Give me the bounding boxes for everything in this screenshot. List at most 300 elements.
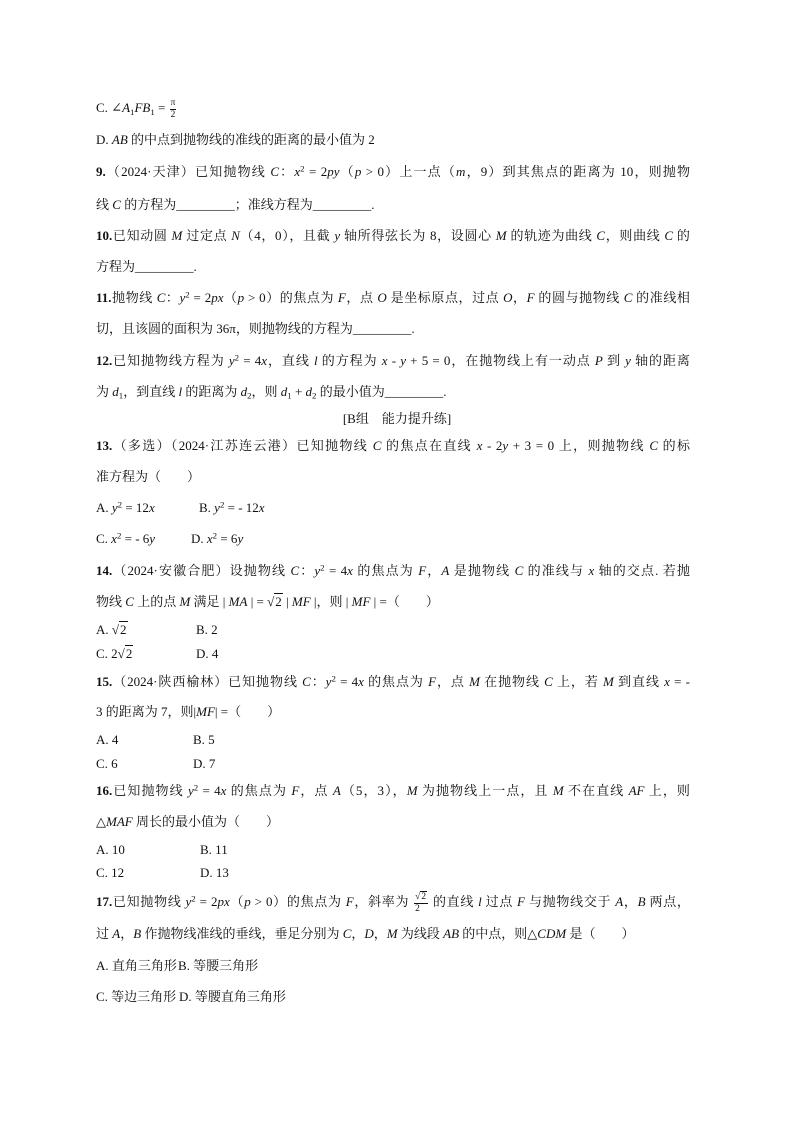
subscript: 2 xyxy=(247,390,252,401)
problem-14-option-d xyxy=(196,644,218,664)
math-variable: D xyxy=(364,926,374,941)
math-variable: m xyxy=(456,164,466,179)
math-variable: x xyxy=(664,674,670,689)
math-variable: C xyxy=(112,197,121,212)
text-run: 轴的距离 xyxy=(630,353,690,368)
text-run: 满足 | xyxy=(190,594,229,609)
math-variable: d xyxy=(280,384,288,399)
problem-9-line-1 xyxy=(96,162,690,182)
text-run: = 2 xyxy=(304,164,328,179)
text-run: ，点 xyxy=(345,290,378,305)
math-variable: C xyxy=(544,674,553,689)
math-variable: F xyxy=(418,563,427,578)
math-variable: p xyxy=(354,164,362,179)
text-run: （2024·陕西榆林）已知抛物线 xyxy=(112,674,303,689)
text-run: D. 4 xyxy=(196,646,219,661)
text-run: - xyxy=(387,353,401,368)
text-run: = 4 xyxy=(239,353,262,368)
math-variable: A xyxy=(441,563,450,578)
text-run: 为线段 xyxy=(397,926,444,941)
problem-12-line-1 xyxy=(96,351,690,371)
math-variable: x xyxy=(476,438,483,453)
math-variable: x xyxy=(381,353,388,368)
subscript: 2 xyxy=(312,390,317,401)
math-variable: O xyxy=(503,290,513,305)
problem-15-option-b xyxy=(193,730,215,750)
text-run: 已知动圆 xyxy=(112,228,172,243)
text-run: 的中点，则△ xyxy=(459,926,538,941)
text-run: C. ∠ xyxy=(96,100,123,116)
text-run: 到直线 xyxy=(613,674,665,689)
text-run: 已知抛物线 xyxy=(112,783,188,798)
math-variable: p xyxy=(244,894,251,910)
math-variable: px xyxy=(217,894,230,910)
problem-13-line-2 xyxy=(96,467,200,487)
math-variable: y xyxy=(502,438,509,453)
math-variable: px xyxy=(211,290,224,305)
math-variable: AF xyxy=(628,783,645,798)
text-run: = 6 xyxy=(217,531,238,546)
text-run: A. 4 xyxy=(96,732,119,747)
text-run: 是坐标原点，过点 xyxy=(386,290,504,305)
text-run: 的方程为 xyxy=(317,353,382,368)
math-variable: y xyxy=(334,228,341,243)
text-run: 到 xyxy=(602,353,626,368)
text-run: D. xyxy=(96,132,112,147)
problem-14-line-1 xyxy=(96,561,690,581)
math-variable: y xyxy=(187,783,194,798)
problem-16-line-1 xyxy=(96,781,690,801)
problem-16-option-b xyxy=(200,840,228,860)
text-run: ， xyxy=(120,926,134,941)
math-variable: M xyxy=(179,594,191,609)
math-variable: M xyxy=(406,783,418,798)
text-run: B. 等腰三角形 xyxy=(178,958,259,973)
math-variable: x xyxy=(358,674,364,689)
text-run: = 12 xyxy=(122,500,149,515)
text-run: - 2 xyxy=(482,438,503,453)
text-run: ， xyxy=(426,563,442,578)
text-run: |，则 | xyxy=(310,594,352,609)
text-run: ，点 xyxy=(436,674,470,689)
math-variable: C xyxy=(290,563,300,578)
math-variable: AB xyxy=(443,926,460,941)
problem-13-option-d xyxy=(191,529,243,549)
text-run: ： xyxy=(165,290,180,305)
math-variable: CDM xyxy=(537,926,567,941)
problem-15-option-c xyxy=(96,754,118,774)
problem-15-line-2 xyxy=(96,702,280,722)
text-run: 的最小值为_________. xyxy=(316,384,447,399)
math-variable: y xyxy=(325,674,332,689)
text-run: 上的点 xyxy=(133,594,180,609)
text-run: ， xyxy=(623,894,638,910)
math-variable: F xyxy=(517,894,525,910)
text-run: = - 6 xyxy=(121,531,150,546)
math-variable: C xyxy=(270,164,279,179)
problem-number: 13. xyxy=(96,438,113,453)
text-run: | xyxy=(282,594,292,609)
math-variable: d xyxy=(240,384,248,399)
text-run: 的焦点为 xyxy=(363,674,429,689)
radicand: 2 xyxy=(125,646,133,661)
text-run: 2 xyxy=(415,903,420,914)
text-run: > 0）的焦点为 xyxy=(244,290,338,305)
text-run: D. 13 xyxy=(200,865,229,880)
text-run: = 4 xyxy=(198,783,221,798)
text-run: 为抛物线上一点，且 xyxy=(417,783,553,798)
text-run: 过定点 xyxy=(182,228,232,243)
math-variable: d xyxy=(305,384,313,399)
text-run: 的准线相 xyxy=(632,290,690,305)
math-variable: M xyxy=(552,783,564,798)
problem-17-option-d xyxy=(179,987,286,1007)
text-run: 的 xyxy=(673,228,690,243)
text-run: 的焦点在直线 xyxy=(381,438,477,453)
text-run: + 5 = 0，在抛物线上有一动点 xyxy=(406,353,595,368)
math-variable: B xyxy=(133,926,142,941)
text-run: 已知抛物线方程为 xyxy=(112,353,229,368)
text-run: （ xyxy=(223,290,238,305)
text-run: 轴的交点. 若抛 xyxy=(594,563,690,578)
problem-16-option-a xyxy=(96,840,125,860)
math-variable: A xyxy=(112,926,121,941)
text-run: ，点 xyxy=(299,783,333,798)
text-run: = 4 xyxy=(335,674,359,689)
math-variable: y xyxy=(111,500,118,515)
problem-17-option-a xyxy=(96,956,177,976)
text-run: 在抛物线 xyxy=(479,674,545,689)
math-variable: A xyxy=(122,100,131,116)
text-run: 是抛物线 xyxy=(449,563,515,578)
text-run: 的轨迹为曲线 xyxy=(506,228,597,243)
text-run: B. xyxy=(199,500,215,515)
math-variable: y xyxy=(625,353,631,368)
problem-8-option-d xyxy=(96,130,375,150)
text-run: D. 等腰直角三角形 xyxy=(179,989,286,1004)
text-run: B. 5 xyxy=(193,732,215,747)
math-variable: py xyxy=(327,164,340,179)
text-run: 的距离为 xyxy=(182,384,241,399)
text-run: ， xyxy=(373,926,387,941)
math-variable: y xyxy=(214,500,220,515)
problem-14-option-a xyxy=(96,620,128,640)
text-run: = 2 xyxy=(195,894,218,910)
math-variable: A xyxy=(615,894,624,910)
text-run: + 3 = 0 上，则抛物线 xyxy=(508,438,650,453)
square-root xyxy=(118,645,134,661)
problem-number: 9. xyxy=(96,164,106,179)
text-run: 作抛物线准线的垂线，垂足分别为 xyxy=(141,926,343,941)
radical-sign: √ xyxy=(117,646,125,661)
problem-number: 17. xyxy=(96,894,113,910)
text-run: ： xyxy=(310,674,326,689)
problem-number: 14. xyxy=(96,563,113,578)
superscript: 2 xyxy=(117,499,123,510)
math-variable: x xyxy=(261,353,268,368)
problem-16-line-2 xyxy=(96,812,279,832)
math-variable: C xyxy=(623,290,633,305)
problem-10-line-1 xyxy=(96,226,690,246)
math-variable: MA xyxy=(228,594,248,609)
math-variable: F xyxy=(291,783,300,798)
math-variable: d xyxy=(112,384,119,399)
radicand: 2 xyxy=(421,892,426,902)
text-run: + xyxy=(291,384,306,399)
fraction-denominator xyxy=(414,903,428,915)
problem-number: 10. xyxy=(96,228,113,243)
math-variable: C xyxy=(596,228,606,243)
subscript: 1 xyxy=(118,390,124,401)
text-run: 方程为_________. xyxy=(96,259,197,274)
text-run: 的焦点为 xyxy=(352,563,419,578)
radical-sign: √ xyxy=(111,622,120,637)
math-variable: B xyxy=(637,894,646,910)
text-run: C. 6 xyxy=(96,756,118,771)
text-run: ： xyxy=(279,164,295,179)
superscript: 2 xyxy=(193,782,199,793)
problem-11-line-1 xyxy=(96,288,690,308)
math-variable: C xyxy=(372,438,382,453)
math-variable: C xyxy=(302,674,311,689)
text-run: （ xyxy=(229,894,245,910)
math-variable: MF xyxy=(196,704,215,719)
problem-number: 16. xyxy=(96,783,113,798)
fraction-numerator xyxy=(170,98,177,109)
text-run: A. 10 xyxy=(96,842,125,857)
text-run: ，则曲线 xyxy=(605,228,665,243)
math-variable: N xyxy=(231,228,240,243)
problem-stem-text xyxy=(112,438,690,453)
text-run: 是（ ） xyxy=(566,926,635,941)
math-variable: FB xyxy=(134,100,151,116)
superscript: 2 xyxy=(116,530,122,541)
math-variable: A xyxy=(332,783,341,798)
problem-stem-text xyxy=(112,290,690,305)
problem-stem-text xyxy=(112,353,690,368)
text-run: 不在直线 xyxy=(563,783,629,798)
text-run: = - 12 xyxy=(224,500,259,515)
fraction xyxy=(414,892,428,915)
math-variable: F xyxy=(345,894,354,910)
text-run: 为 xyxy=(96,384,113,399)
text-run: 与抛物线交于 xyxy=(525,894,616,910)
math-variable: MF xyxy=(291,594,311,609)
text-run: D. xyxy=(191,531,207,546)
math-variable: C xyxy=(156,290,166,305)
text-run: 抛物线 xyxy=(111,290,157,305)
math-variable: x xyxy=(206,531,213,546)
problem-17-line-1 xyxy=(96,892,690,912)
math-variable: C xyxy=(514,563,524,578)
square-root xyxy=(415,891,427,902)
text-run: 的准线与 xyxy=(523,563,589,578)
text-run: D. 7 xyxy=(193,756,216,771)
text-run: C. 12 xyxy=(96,865,125,880)
text-run: ，直线 xyxy=(267,353,314,368)
text-run: 轴所得弦长为 8，设圆心 xyxy=(340,228,496,243)
radical-sign: √ xyxy=(415,892,421,902)
text-run: C. 等边三角形 xyxy=(96,989,177,1004)
text-run: A. xyxy=(96,500,112,515)
problem-number: 11. xyxy=(96,290,112,305)
math-variable: C xyxy=(664,228,674,243)
subscript: 1 xyxy=(287,390,292,401)
text-run: 已知抛物线 xyxy=(112,894,186,910)
text-run: ， xyxy=(512,290,527,305)
superscript: 2 xyxy=(300,163,305,174)
math-variable: y xyxy=(400,353,406,368)
text-run: ： xyxy=(299,563,315,578)
text-run: 上，则 xyxy=(644,783,690,798)
text-run: 的中点到抛物线的准线的距离的最小值为 2 xyxy=(127,132,375,147)
math-variable: l xyxy=(178,384,183,399)
math-variable: F xyxy=(526,290,535,305)
math-variable: O xyxy=(377,290,387,305)
radicand: 2 xyxy=(120,622,127,637)
fraction xyxy=(170,98,177,121)
fraction-denominator xyxy=(170,109,177,121)
text-run: （ xyxy=(339,164,355,179)
text-run: （2024·安徽合肥）设抛物线 xyxy=(112,563,291,578)
math-variable: P xyxy=(594,353,603,368)
text-run: π xyxy=(170,98,176,108)
problem-9-line-2 xyxy=(96,195,374,215)
problem-stem-text xyxy=(112,563,690,578)
problem-17-line-2 xyxy=(96,924,634,944)
text-run: | =（ ） xyxy=(214,704,281,719)
math-variable: x xyxy=(148,500,155,515)
text-run: ，斜率为 xyxy=(353,894,414,910)
problem-stem-text xyxy=(112,783,690,798)
text-run: > 0）的焦点为 xyxy=(250,894,346,910)
math-variable: y xyxy=(149,531,156,546)
problem-10-line-2 xyxy=(96,257,197,277)
problem-13-option-a xyxy=(96,498,155,518)
section-b-heading: [B组 能力提升练] xyxy=(342,411,452,426)
superscript: 2 xyxy=(212,530,218,541)
math-variable: F xyxy=(337,290,346,305)
text-run: ， xyxy=(351,926,365,941)
text-run: 过 xyxy=(96,926,113,941)
math-variable: x xyxy=(347,563,353,578)
math-variable: l xyxy=(478,894,482,910)
text-run: C. 2 xyxy=(96,646,118,661)
problem-stem-text xyxy=(112,228,690,243)
math-variable: x xyxy=(220,783,227,798)
text-run: | =（ ） xyxy=(370,594,439,609)
subscript: 1 xyxy=(150,106,155,117)
problem-16-option-d xyxy=(200,863,229,883)
square-root xyxy=(267,593,283,609)
problem-14-line-2 xyxy=(96,592,439,612)
text-run: 线 xyxy=(96,197,113,212)
text-run: ，到直线 xyxy=(123,384,179,399)
superscript: 2 xyxy=(234,352,240,363)
problem-13-option-b xyxy=(199,498,265,518)
text-run: 过点 xyxy=(481,894,518,910)
math-variable: x xyxy=(588,563,595,578)
text-run: ，9）到其焦点的距离为 10，则抛物 xyxy=(465,164,690,179)
subscript: 1 xyxy=(130,106,135,117)
text-run: = 4 xyxy=(324,563,348,578)
superscript: 2 xyxy=(320,562,325,573)
text-run: 两点， xyxy=(645,894,690,910)
problem-13-option-c xyxy=(96,529,155,549)
text-run: C. xyxy=(96,531,112,546)
problem-15-line-1 xyxy=(96,672,690,692)
text-run: = xyxy=(154,100,169,116)
math-variable: x xyxy=(258,500,265,515)
math-variable: x xyxy=(111,531,117,546)
problem-number: 12. xyxy=(96,353,113,368)
math-variable: C xyxy=(342,926,352,941)
fraction-numerator xyxy=(414,892,428,903)
text-run: = 2 xyxy=(189,290,212,305)
text-run: 的标 xyxy=(658,438,690,453)
math-variable: M xyxy=(469,674,480,689)
text-run: A. xyxy=(96,622,112,637)
math-variable: y xyxy=(179,290,186,305)
problem-17-option-c xyxy=(96,987,176,1007)
problem-15-option-a xyxy=(96,730,118,750)
math-variable: y xyxy=(314,563,321,578)
text-run: B. 2 xyxy=(196,622,218,637)
text-run: （5，3）， xyxy=(340,783,407,798)
superscript: 2 xyxy=(331,673,336,684)
problem-17-option-b xyxy=(178,956,258,976)
math-variable: F xyxy=(428,674,437,689)
text-run: > 0）上一点（ xyxy=(361,164,457,179)
problem-stem-text xyxy=(106,164,690,179)
text-run: （多选）（2024·江苏连云港）已知抛物线 xyxy=(112,438,373,453)
math-variable: x xyxy=(294,164,301,179)
text-run: ，则 xyxy=(251,384,281,399)
text-run: 的焦点为 xyxy=(226,783,292,798)
text-run: 准方程为（ ） xyxy=(96,469,201,484)
problem-8-option-c xyxy=(96,98,177,118)
superscript: 2 xyxy=(219,499,225,510)
problem-15-option-d xyxy=(193,754,215,774)
text-run: 的直线 xyxy=(428,894,479,910)
math-variable: MAF xyxy=(106,814,133,829)
math-variable: y xyxy=(237,531,244,546)
math-variable: C xyxy=(649,438,659,453)
text-run: 物线 xyxy=(96,594,126,609)
math-variable: y xyxy=(228,353,235,368)
problem-stem-text xyxy=(112,674,690,689)
radical-sign: √ xyxy=(267,594,275,609)
text-run: 上，若 xyxy=(552,674,604,689)
text-run: 3 的距离为 7，则| xyxy=(96,704,197,719)
problem-11-line-2 xyxy=(96,319,415,339)
math-variable: l xyxy=(313,353,318,368)
math-variable: M xyxy=(386,926,398,941)
problem-number: 15. xyxy=(96,674,113,689)
math-variable: M xyxy=(171,228,183,243)
math-variable: M xyxy=(495,228,507,243)
text-run: = - xyxy=(669,674,690,689)
radicand: 2 xyxy=(275,594,282,609)
problem-stem-text xyxy=(112,892,690,914)
math-variable: C xyxy=(125,594,134,609)
text-run: △ xyxy=(96,814,106,829)
text-run: （4，0），且截 xyxy=(239,228,335,243)
math-variable: MF xyxy=(351,594,371,609)
math-variable: p xyxy=(237,290,245,305)
text-run: A. 直角三角形 xyxy=(96,958,177,973)
math-variable: M xyxy=(603,674,614,689)
